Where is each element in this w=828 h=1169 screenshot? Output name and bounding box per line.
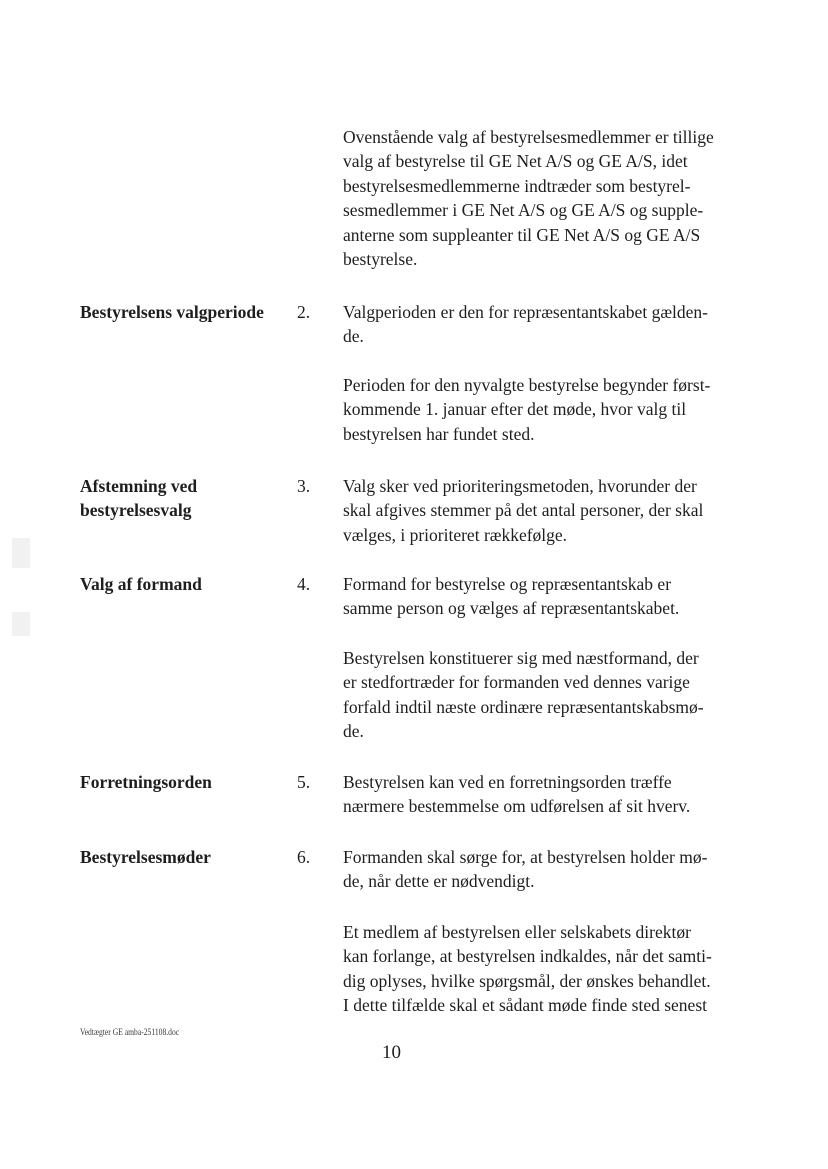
- text-line: kommende 1. januar efter det møde, hvor valg til: [343, 399, 687, 420]
- text-line: forfald indtil næste ordinære repræsentantskabsmø-: [343, 696, 704, 717]
- section-heading: [80, 845, 211, 869]
- text-line: de.: [343, 326, 364, 347]
- text-line: Formand for bestyrelse og repræsentantskab er: [343, 574, 672, 594]
- section-heading: [80, 572, 202, 596]
- section-paragraph: [343, 770, 733, 819]
- section-heading: [80, 474, 197, 523]
- heading-line: bestyrelsesvalg: [80, 500, 192, 521]
- heading-line: Forretningsorden: [80, 772, 212, 792]
- section-paragraph: [343, 474, 733, 547]
- text-line: samme person og vælges af repræsentantskabet.: [343, 598, 680, 619]
- text-line: skal afgives stemmer på det antal personer, der skal: [343, 500, 704, 521]
- section-number: 5.: [297, 772, 311, 792]
- footer-file-name: Vedtægter GE amba-251108.doc: [80, 1028, 180, 1038]
- section-heading: [80, 770, 212, 794]
- section-number: 6.: [297, 847, 311, 867]
- section-paragraph: [343, 300, 733, 349]
- text-line: Perioden for den nyvalgte bestyrelse begynder først-: [343, 375, 711, 395]
- text-line: sesmedlemmer i GE Net A/S og GE A/S og supple-: [343, 200, 704, 221]
- heading-line: Valg af formand: [80, 574, 202, 594]
- text-line: Bestyrelsen konstituerer sig med næstformand, der: [343, 648, 699, 668]
- section-heading: [80, 300, 264, 324]
- section-number: 4.: [297, 574, 311, 594]
- scan-shadow-mark: [12, 612, 30, 636]
- page-number: 10: [382, 1042, 401, 1063]
- section-paragraph: [343, 845, 733, 894]
- intro-paragraph: [343, 125, 733, 271]
- scan-shadow-mark: [12, 538, 30, 568]
- text-line: bestyrelse.: [343, 249, 418, 270]
- text-line: Ovenstående valg af bestyrelsesmedlemmer er tillige: [343, 127, 714, 147]
- text-line: bestyrelsesmedlemmerne indtræder som bestyrel-: [343, 175, 691, 196]
- text-line: dig oplyses, hvilke spørgsmål, der ønskes behandlet.: [343, 970, 711, 991]
- text-line: er stedfortræder for formanden ved dennes varige: [343, 672, 690, 693]
- section-paragraph: [343, 373, 733, 446]
- text-line: kan forlange, at bestyrelsen indkaldes, når det samti-: [343, 946, 712, 967]
- section-number: 2.: [297, 302, 311, 322]
- heading-line: Bestyrelsesmøder: [80, 847, 211, 867]
- section-number: 3.: [297, 476, 311, 496]
- text-line: nærmere bestemmelse om udførelsen af sit hverv.: [343, 796, 691, 817]
- text-line: Valg sker ved prioriteringsmetoden, hvorunder der: [343, 476, 697, 496]
- text-line: anterne som suppleanter til GE Net A/S og GE A/S: [343, 224, 701, 245]
- heading-line: Bestyrelsens valgperiode: [80, 302, 264, 322]
- heading-line: Afstemning ved: [80, 476, 198, 496]
- text-line: de.: [343, 721, 364, 742]
- text-line: valg af bestyrelse til GE Net A/S og GE A/S, idet: [343, 151, 688, 172]
- text-line: bestyrelsen har fundet sted.: [343, 423, 535, 444]
- text-line: Et medlem af bestyrelsen eller selskabets direktør: [343, 922, 691, 942]
- section-paragraph: [343, 572, 733, 621]
- text-line: Formanden skal sørge for, at bestyrelsen holder mø-: [343, 847, 708, 867]
- section-paragraph: [343, 646, 733, 744]
- text-line: I dette tilfælde skal et sådant møde finde sted senest: [343, 995, 707, 1016]
- section-paragraph: [343, 920, 733, 1018]
- text-line: Valgperioden er den for repræsentantskabet gælden-: [343, 302, 708, 322]
- text-line: Bestyrelsen kan ved en forretningsorden træffe: [343, 772, 672, 792]
- text-line: vælges, i prioriteret rækkefølge.: [343, 524, 568, 545]
- text-line: de, når dette er nødvendigt.: [343, 871, 535, 892]
